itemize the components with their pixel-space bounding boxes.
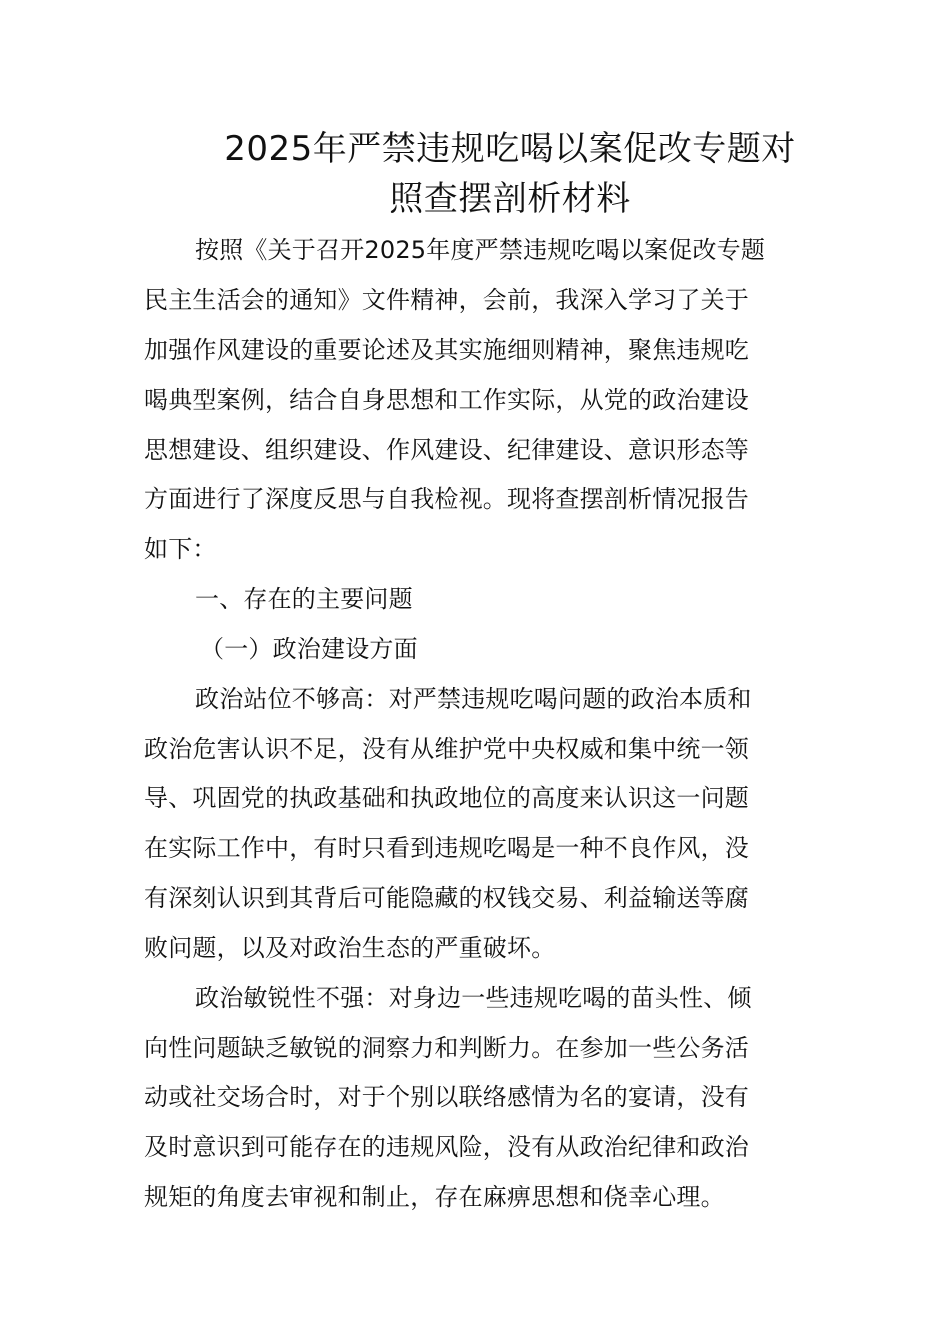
body-line-15: 败问题，以及对政治生态的严重破坏。 [144,934,556,962]
body-line-5: 思想建设、组织建设、作风建设、纪律建设、意识形态等 [144,436,749,464]
body-line-19: 及时意识到可能存在的违规风险，没有从政治纪律和政治 [144,1133,749,1161]
body-line-10: 政治站位不够高：对严禁违规吃喝问题的政治本质和 [195,685,752,713]
body-line-12: 导、巩固党的执政基础和执政地位的高度来认识这一问题 [144,784,749,812]
body-line-11: 政治危害认识不足，没有从维护党中央权威和集中统一领 [144,735,749,763]
body-line-4: 喝典型案例，结合自身思想和工作实际，从党的政治建设 [144,386,749,414]
body-line-13: 在实际工作中，有时只看到违规吃喝是一种不良作风，没 [144,834,749,862]
body-line-2: 民主生活会的通知》文件精神，会前，我深入学习了关于 [144,286,749,314]
body-line-7: 如下： [144,535,217,563]
document-title [190,124,830,224]
body-line-17: 向性问题缺乏敏锐的洞察力和判断力。在参加一些公务活 [144,1034,749,1062]
body-line-16: 政治敏锐性不强：对身边一些违规吃喝的苗头性、倾 [195,984,752,1012]
body-line-1: 按照《关于召开2025年度严禁违规吃喝以案促改专题 [195,236,766,264]
body-line-3: 加强作风建设的重要论述及其实施细则精神，聚焦违规吃 [144,336,749,364]
body-line-14: 有深刻认识到其背后可能隐藏的权钱交易、利益输送等腐 [144,884,749,912]
title-line-2: 照查摆剖析材料 [389,179,631,219]
section-heading: 一、存在的主要问题 [195,585,413,613]
title-line-1: 2025年严禁违规吃喝以案促改专题对 [224,129,796,169]
body-line-20: 规矩的角度去审视和制止，存在麻痹思想和侥幸心理。 [144,1183,725,1211]
body-line-6: 方面进行了深度反思与自我检视。现将查摆剖析情况报告 [144,485,749,513]
subsection-heading: （一）政治建设方面 [200,635,418,663]
body-line-18: 动或社交场合时，对于个别以联络感情为名的宴请，没有 [144,1083,749,1111]
